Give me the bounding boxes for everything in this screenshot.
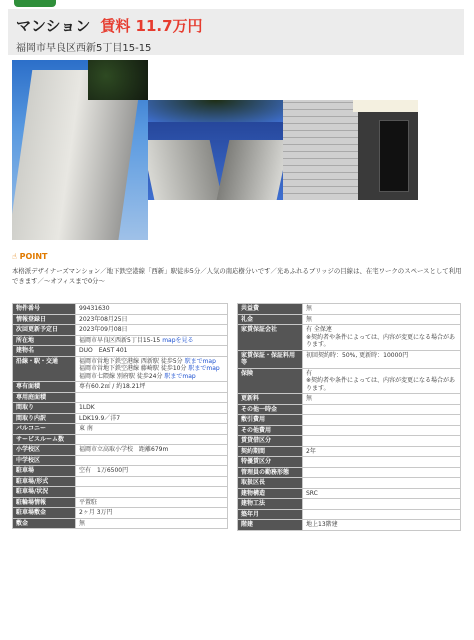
spec-key: 敷引費用 <box>238 415 303 426</box>
spec-value: 有 全保連 ※契約者や条件によっては、内容が変更になる場合があります。 <box>303 325 461 351</box>
spec-key: 駐車場/形式 <box>13 476 76 487</box>
spec-key: 次回更新予定日 <box>13 325 76 336</box>
spec-key: 建物名 <box>13 346 76 357</box>
spec-key: 建物工法 <box>238 499 303 510</box>
building-photo-2[interactable] <box>148 100 283 200</box>
station-text: 福岡市営地下鉄空港線 西新駅 徒歩5分 <box>79 357 183 365</box>
spec-value: 1LDK <box>76 403 228 414</box>
station-text: 福岡市営地下鉄空港線 藤崎駅 徒歩10分 <box>79 365 187 372</box>
spec-value <box>303 467 461 478</box>
spec-value <box>303 436 461 447</box>
spec-row <box>238 446 461 457</box>
spec-row <box>13 304 228 315</box>
spec-key: 駐輪場情報 <box>13 497 76 508</box>
spec-value <box>76 455 228 466</box>
spec-row <box>13 487 228 498</box>
spec-value <box>76 356 228 382</box>
spec-key: 保険 <box>238 368 303 394</box>
spec-key: 情報登録日 <box>13 314 76 325</box>
spec-row <box>238 436 461 447</box>
spec-row <box>13 403 228 414</box>
spec-row <box>238 509 461 520</box>
spec-row <box>13 314 228 325</box>
spec-row <box>238 368 461 394</box>
spec-row <box>238 314 461 325</box>
spec-value <box>303 499 461 510</box>
spec-value <box>76 392 228 403</box>
spec-row <box>13 466 228 477</box>
spec-value: LDK19.9／洋7 <box>76 413 228 424</box>
spec-key: 築年月 <box>238 509 303 520</box>
property-description: 本格派デザイナーズマンション／地下鉄空港線「西新」駅徒歩5分／人気の南応樹分いです／光あふれるブリッジの目線は、在宅ワークのスペースとして利用できます／～オフィスまで0分～ <box>12 267 462 285</box>
station-map-link[interactable]: 駅までmap <box>184 357 216 365</box>
spec-value: 無 <box>303 304 461 315</box>
spec-row <box>13 455 228 466</box>
spec-row <box>13 434 228 445</box>
spec-row <box>13 424 228 435</box>
spec-value: 99431630 <box>76 304 228 315</box>
spec-row <box>238 478 461 489</box>
spec-table-right <box>237 303 461 531</box>
spec-value <box>76 476 228 487</box>
station-line <box>79 358 224 366</box>
spec-value: 空有 1万6500円 <box>76 466 228 477</box>
spec-key: 更新料 <box>238 394 303 405</box>
spec-row <box>13 335 228 346</box>
spec-key: その他費用 <box>238 425 303 436</box>
spec-row <box>13 392 228 403</box>
building-photo-1[interactable] <box>12 60 148 240</box>
spec-value: 2年 <box>303 446 461 457</box>
map-link[interactable]: mapを見る <box>162 336 194 344</box>
spec-value: 平置駐 <box>76 497 228 508</box>
spec-value <box>303 509 461 520</box>
spec-value <box>76 434 228 445</box>
spec-value <box>303 425 461 436</box>
rent-price: 賃料 11.7万円 <box>100 17 203 35</box>
station-line <box>79 365 224 373</box>
spec-value: 2023年08月25日 <box>76 314 228 325</box>
spec-key: バルコニー <box>13 424 76 435</box>
spec-row <box>238 467 461 478</box>
spec-key: 敷金 <box>13 518 76 529</box>
station-text: 福岡市七隈線 別府駅 徒歩24分 <box>79 372 163 380</box>
spec-key: 所在地 <box>13 335 76 346</box>
spec-row <box>238 457 461 468</box>
spec-row <box>238 394 461 405</box>
spec-key: 礼金 <box>238 314 303 325</box>
spec-value <box>303 415 461 426</box>
point-icon: ☝ <box>12 252 17 261</box>
spec-row <box>13 346 228 357</box>
spec-value <box>76 335 228 346</box>
spec-key: 家賃保証会社 <box>238 325 303 351</box>
spec-key: 契約期間 <box>238 446 303 457</box>
spec-row <box>13 497 228 508</box>
spec-row <box>238 350 461 368</box>
spec-value: 地上13階建 <box>303 520 461 531</box>
spec-row <box>13 356 228 382</box>
spec-key: 間取り <box>13 403 76 414</box>
spec-key: 共益費 <box>238 304 303 315</box>
spec-row <box>238 425 461 436</box>
spec-row <box>13 508 228 519</box>
spec-value: DUO EAST 401 <box>76 346 228 357</box>
spec-value: 福岡市立高取小学校 距離679m <box>76 445 228 456</box>
spec-value: 専有60.2㎡ / 約18.21坪 <box>76 382 228 393</box>
spec-value: 有 ※契約者や条件によっては、内容が変更になる場合があります。 <box>303 368 461 394</box>
spec-key: 沿線・駅・交通 <box>13 356 76 382</box>
spec-row <box>238 415 461 426</box>
spec-key: 階建 <box>238 520 303 531</box>
spec-row <box>13 325 228 336</box>
spec-value <box>303 478 461 489</box>
spec-row <box>13 445 228 456</box>
spec-row <box>238 499 461 510</box>
address-text: 福岡市早良区西新5丁目15-15 <box>79 336 161 344</box>
spec-row <box>238 304 461 315</box>
spec-row <box>238 520 461 531</box>
spec-key: 専有面積 <box>13 382 76 393</box>
spec-key: 専用庭面積 <box>13 392 76 403</box>
page-title <box>16 15 203 36</box>
station-line <box>79 373 224 381</box>
spec-value: 2ヶ月 3万円 <box>76 508 228 519</box>
spec-value: 無 <box>303 314 461 325</box>
spec-key: サービスルーム数 <box>13 434 76 445</box>
spec-key: 賃貸借区分 <box>238 436 303 447</box>
station-map-link[interactable]: 駅までmap <box>164 372 196 380</box>
spec-row <box>238 325 461 351</box>
point-heading <box>12 252 47 261</box>
spec-key: 取扱区長 <box>238 478 303 489</box>
spec-key: 小学校区 <box>13 445 76 456</box>
spec-value <box>303 404 461 415</box>
spec-value: 初回契約時：50%, 更新時：10000円 <box>303 350 461 368</box>
property-address: 福岡市早良区西新5丁目15-15 <box>16 43 152 54</box>
spec-row <box>13 518 228 529</box>
spec-key: 間取り内訳 <box>13 413 76 424</box>
spec-value: SRC <box>303 488 461 499</box>
site-logo[interactable] <box>14 0 56 7</box>
spec-key: 家賃保証・保証料用等 <box>238 350 303 368</box>
spec-key: 駐車場/状況 <box>13 487 76 498</box>
spec-value <box>303 457 461 468</box>
spec-value: 東 南 <box>76 424 228 435</box>
spec-table-left <box>12 303 228 529</box>
spec-key: 管理員の勤務形態 <box>238 467 303 478</box>
spec-key: その他一時金 <box>238 404 303 415</box>
spec-key: 中学校区 <box>13 455 76 466</box>
spec-value: 2023年09月08日 <box>76 325 228 336</box>
property-header <box>8 9 464 55</box>
spec-key: 建物構造 <box>238 488 303 499</box>
spec-row <box>13 413 228 424</box>
spec-key: 駐車場敷金 <box>13 508 76 519</box>
property-type: マンション <box>16 17 91 35</box>
spec-row <box>13 476 228 487</box>
spec-row <box>13 382 228 393</box>
entrance-photo[interactable] <box>283 100 418 200</box>
spec-value: 無 <box>76 518 228 529</box>
spec-row <box>238 404 461 415</box>
spec-key: 特優賃区分 <box>238 457 303 468</box>
spec-key: 物件番号 <box>13 304 76 315</box>
station-map-link[interactable]: 駅までmap <box>188 365 220 372</box>
spec-row <box>238 488 461 499</box>
point-label: POINT <box>19 252 48 261</box>
spec-key: 駐車場 <box>13 466 76 477</box>
spec-value: 無 <box>303 394 461 405</box>
spec-value <box>76 487 228 498</box>
